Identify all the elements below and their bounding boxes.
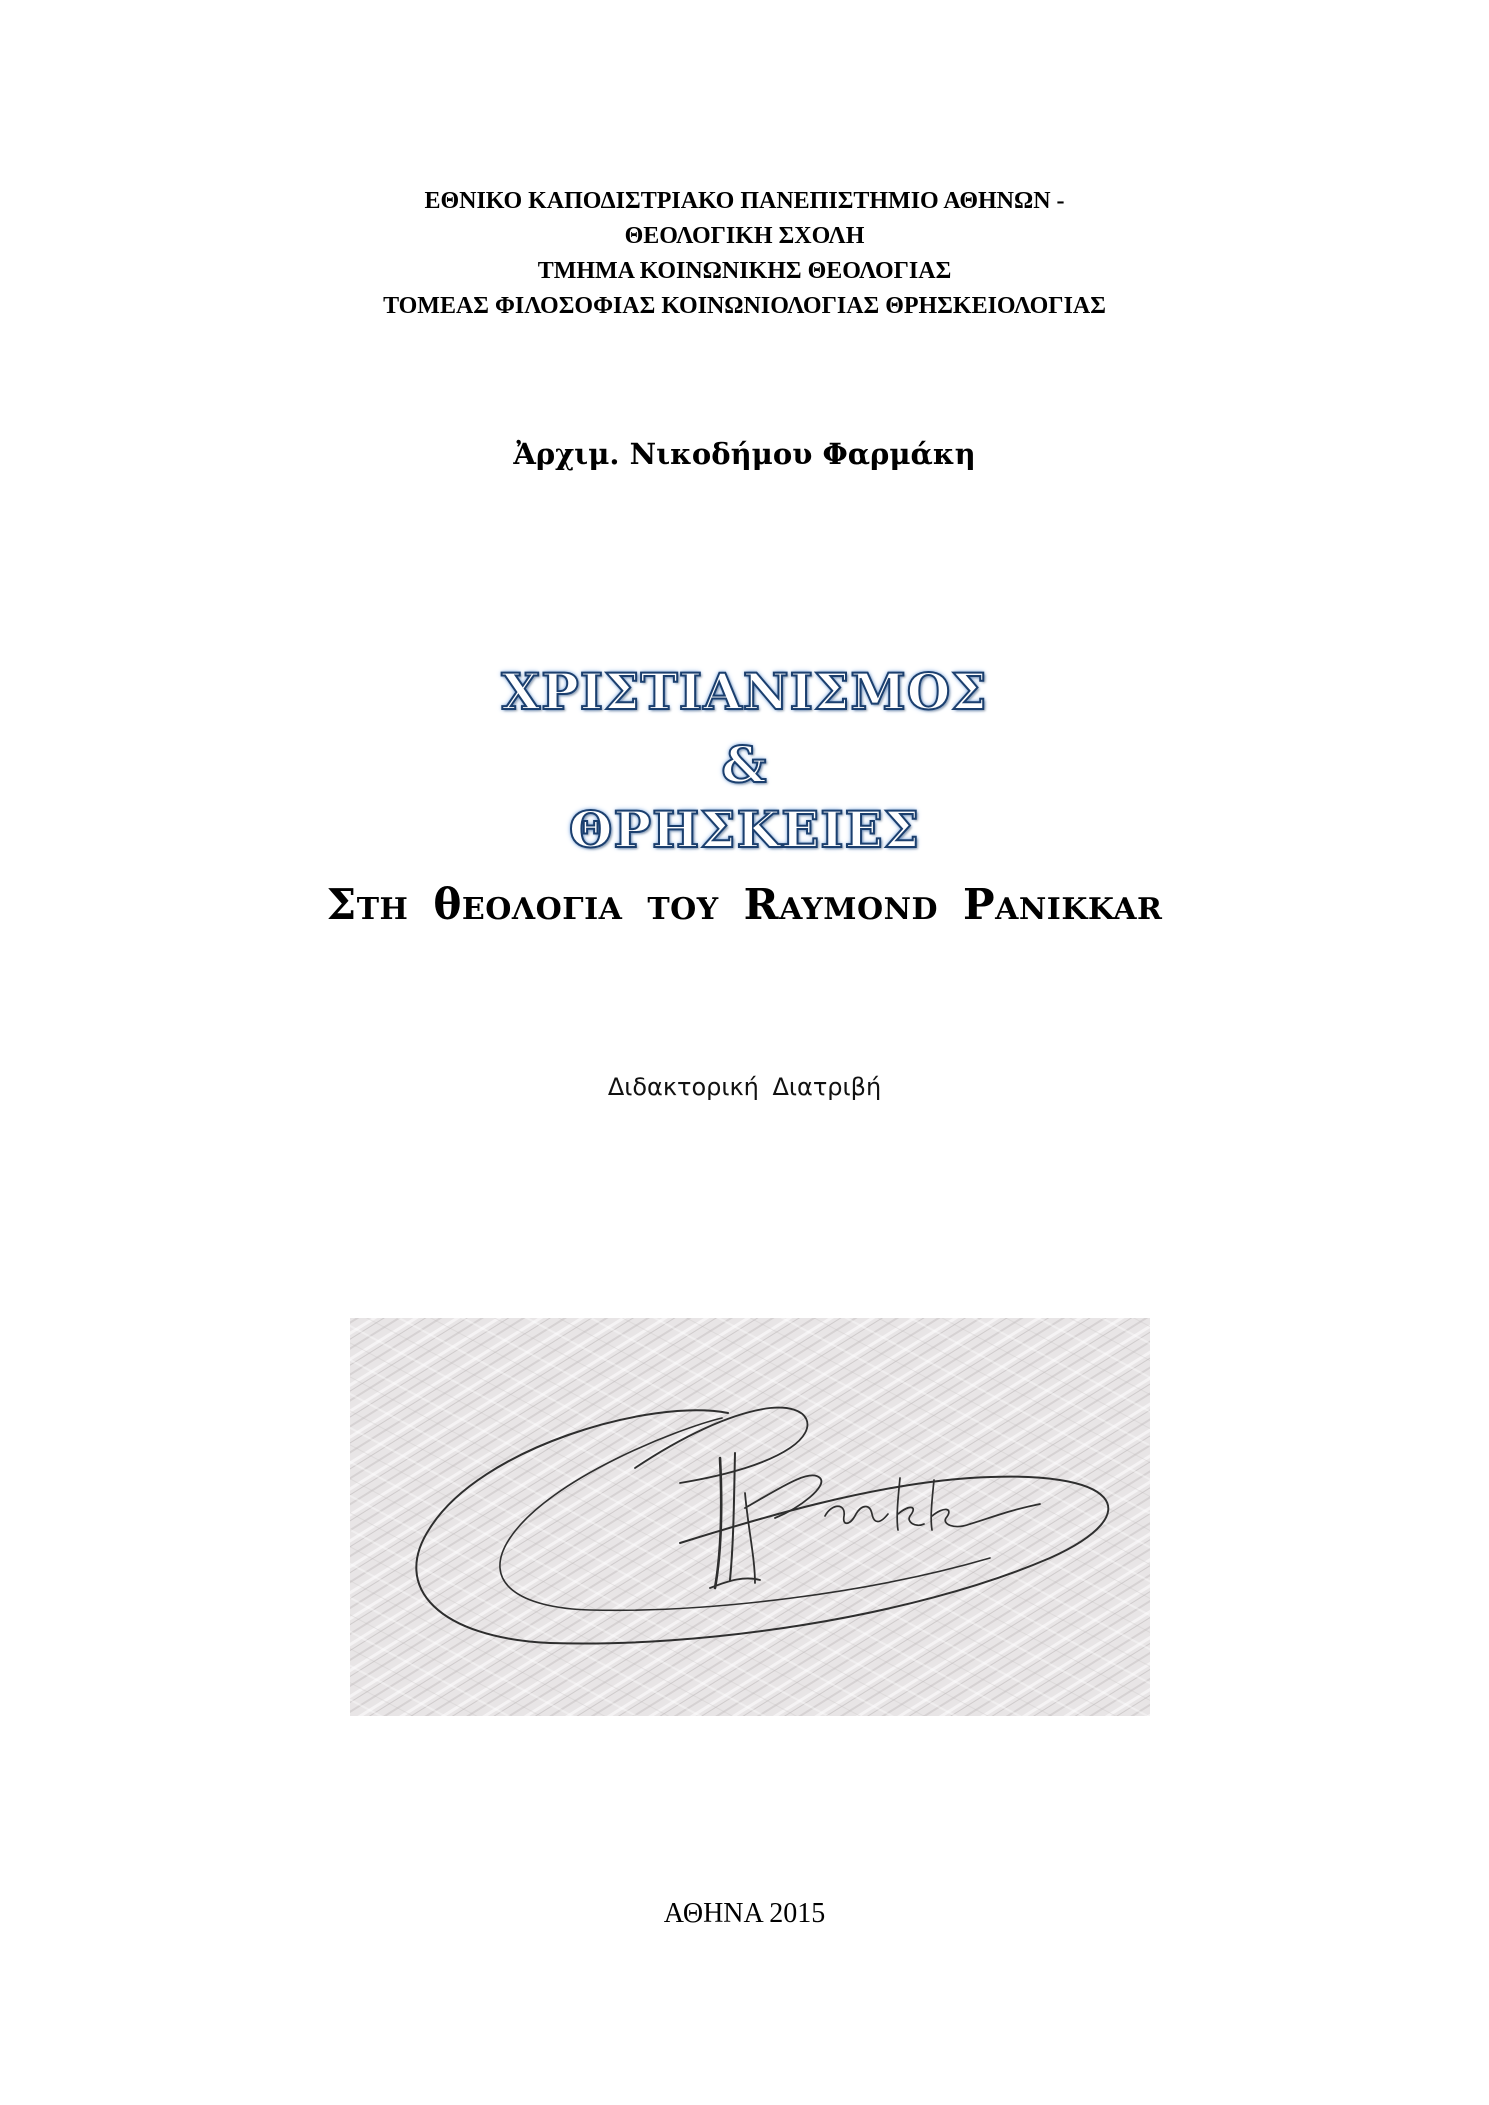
- department-name: ΤΜΗΜΑ ΚΟΙΝΩΝΙΚΗΣ ΘΕΟΛΟΓΙΑΣ: [537, 258, 952, 284]
- subtitle: [0, 880, 1489, 929]
- signature-image: [350, 1318, 1150, 1716]
- subtitle-word-5: ANIKKAR: [995, 892, 1163, 927]
- title-line-1: ΧΡΙΣΤΙΑΝΙΣΜΟΣ: [501, 662, 988, 721]
- signature-drawing: [350, 1318, 1150, 1716]
- document-type: Διδακτορική Διατριβή: [607, 1073, 882, 1101]
- subtitle-word-4: AYMOND: [779, 892, 939, 927]
- title-line-3: ΘΡΗΣΚΕΙΕΣ: [568, 800, 921, 859]
- author-name: Ἀρχιμ. Νικοδήμου Φαρμάκη: [513, 437, 976, 471]
- subtitle-initial-5: P: [963, 880, 996, 929]
- university-name: ΕΘΝΙΚΟ ΚΑΠΟΔΙΣΤΡΙΑΚΟ ΠΑΝΕΠΙΣΤΗΜΙΟ ΑΘΗΝΩΝ -: [424, 188, 1065, 214]
- subtitle-word-2: ΕΟΛΟΓΙΑ: [461, 892, 623, 927]
- subtitle-initial-4: R: [743, 880, 780, 929]
- subtitle-word-3: ΤΟΥ: [647, 892, 719, 927]
- subtitle-initial-2: θ: [433, 880, 462, 929]
- sector-name: ΤΟΜΕΑΣ ΦΙΛΟΣΟΦΙΑΣ ΚΟΙΝΩΝΙΟΛΟΓΙΑΣ ΘΡΗΣΚΕΙΟΛΟΓΙΑΣ: [383, 293, 1106, 319]
- city-year: ΑΘΗΝΑ 2015: [663, 1898, 826, 1929]
- institution-header: [0, 184, 1489, 324]
- subtitle-word-1: ΤΗ: [356, 892, 409, 927]
- title-ampersand: &: [721, 735, 768, 794]
- school-name: ΘΕΟΛΟΓΙΚΗ ΣΧΟΛΗ: [624, 223, 865, 249]
- subtitle-initial-1: Σ: [326, 880, 357, 929]
